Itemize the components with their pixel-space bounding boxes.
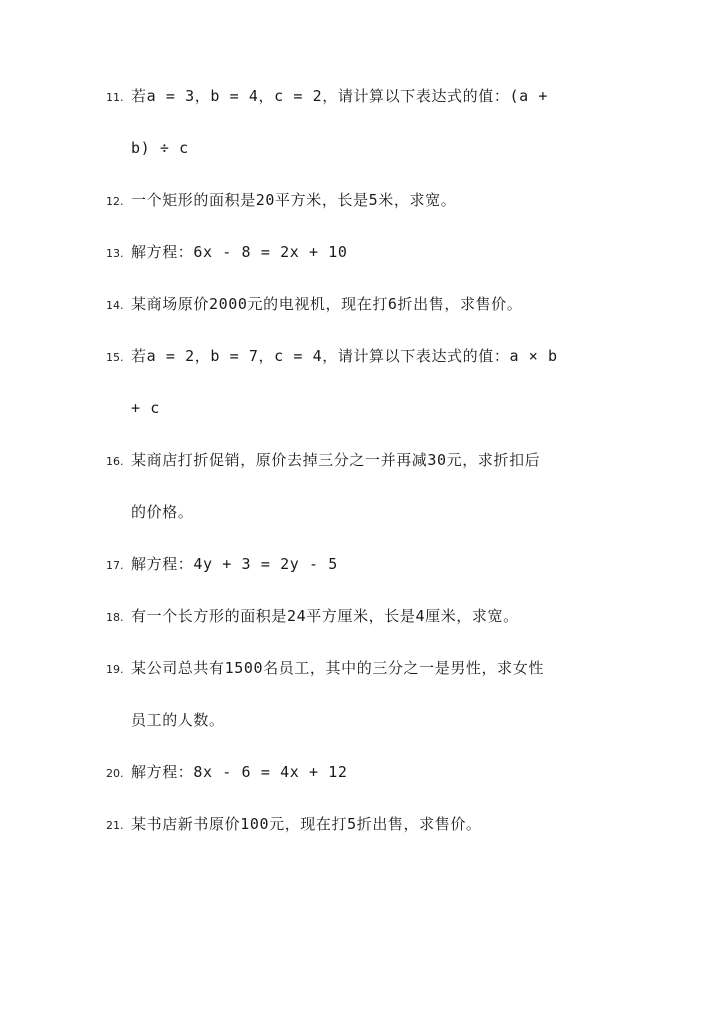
problem-text-line: 若a = 2，b = 7，c = 4，请计算以下表达式的值：a × b: [131, 347, 558, 365]
problem-15: [106, 342, 646, 446]
problem-number: 11.: [106, 91, 124, 104]
problem-14: [106, 290, 646, 342]
problem-number: 17.: [106, 559, 124, 572]
problem-11: [106, 82, 646, 186]
problem-12: [106, 186, 646, 238]
problem-text-line: 某商店打折促销，原价去掉三分之一并再减30元，求折扣后: [131, 451, 541, 469]
problem-text-line: 员工的人数。: [131, 711, 225, 729]
problem-text-line: 某公司总共有1500名员工，其中的三分之一是男性，求女性: [131, 659, 544, 677]
problem-21: [106, 810, 646, 862]
problem-13: [106, 238, 646, 290]
problem-text-line: + c: [131, 399, 160, 417]
problem-text-line: 解方程：4y + 3 = 2y - 5: [131, 555, 338, 573]
problem-20: [106, 758, 646, 810]
problem-number: 16.: [106, 455, 124, 468]
problem-text-line: 有一个长方形的面积是24平方厘米，长是4厘米，求宽。: [131, 607, 519, 625]
problem-number: 21.: [106, 819, 124, 832]
problem-text-line: 一个矩形的面积是20平方米，长是5米，求宽。: [131, 191, 457, 209]
problem-number: 18.: [106, 611, 124, 624]
problem-18: [106, 602, 646, 654]
problem-17: [106, 550, 646, 602]
problem-19: [106, 654, 646, 758]
problem-text-line: b) ÷ c: [131, 139, 189, 157]
problem-text-line: 某书店新书原价100元，现在打5折出售，求售价。: [131, 815, 482, 833]
problem-text-line: 某商场原价2000元的电视机，现在打6折出售，求售价。: [131, 295, 523, 313]
problem-number: 15.: [106, 351, 124, 364]
problem-text-line: 的价格。: [131, 503, 194, 521]
problem-16: [106, 446, 646, 550]
problem-text-line: 解方程：6x - 8 = 2x + 10: [131, 243, 348, 261]
problem-text-line: 解方程：8x - 6 = 4x + 12: [131, 763, 348, 781]
problem-number: 20.: [106, 767, 124, 780]
problem-number: 14.: [106, 299, 124, 312]
problem-list: [106, 82, 646, 862]
problem-number: 13.: [106, 247, 124, 260]
problem-number: 19.: [106, 663, 124, 676]
problem-text-line: 若a = 3，b = 4，c = 2，请计算以下表达式的值：(a +: [131, 87, 548, 105]
problem-number: 12.: [106, 195, 124, 208]
